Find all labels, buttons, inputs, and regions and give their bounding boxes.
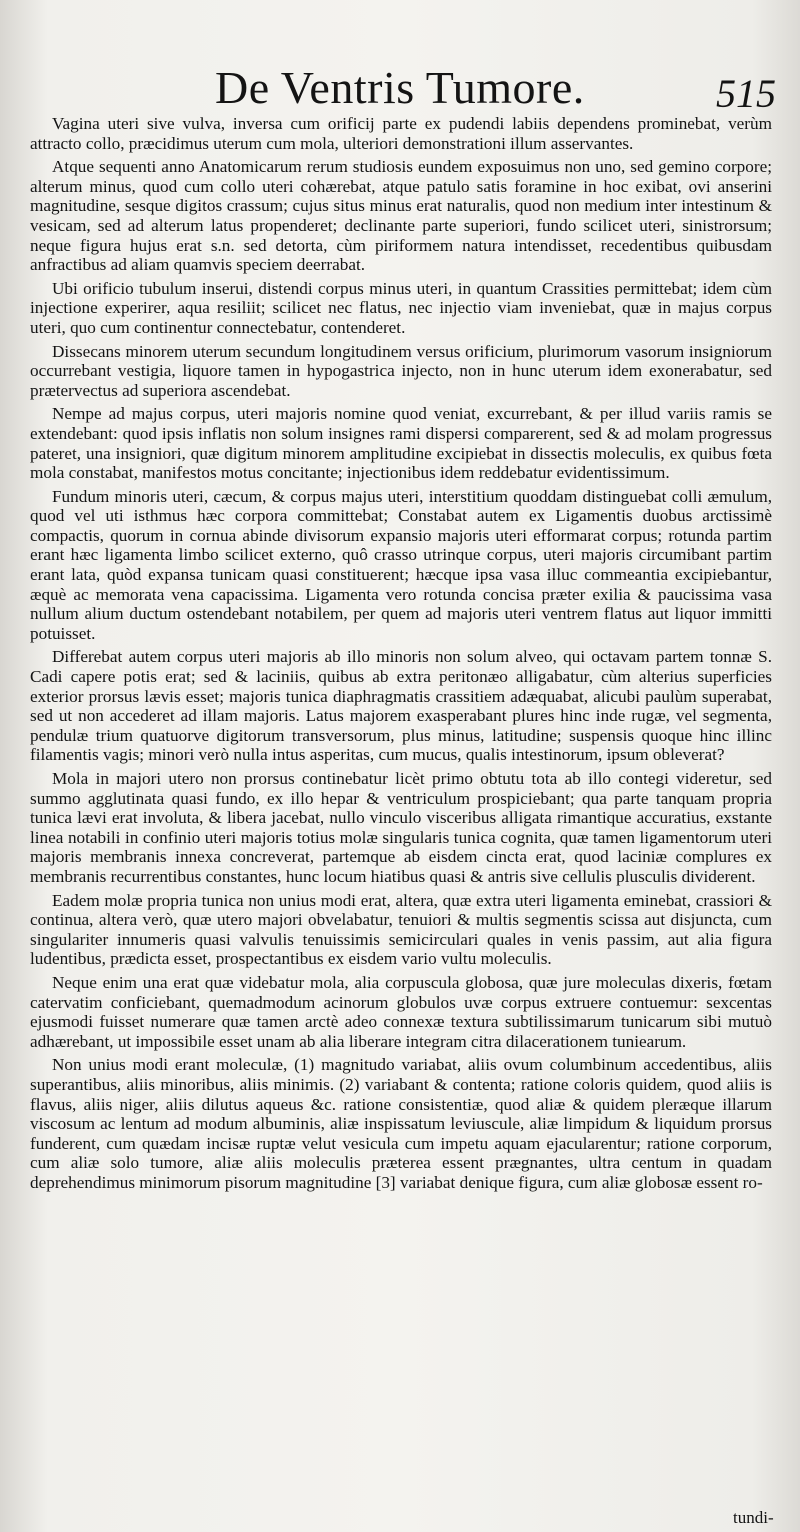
body-text	[30, 114, 772, 1196]
catchword: tundi-	[733, 1508, 774, 1527]
paragraph: Mola in majori utero non prorsus continebatur licèt primo obtutu tota ab illo contegi videretur, sed summo agglutinata quasi fundo, ex illo hepar & ventriculum prospiciebant; qua parte tanquam propria tunica lævi erat involuta, & libera jacebat, nullo vinculo visceribus alligata rimantique accuratius, exstante linea notabili in confinio uteri majoris totius molæ singularis tunica cognita, quæ tamen ligamentorum uteri majoris membranis innexa concreverat, partemque ab eisdem cincta erat, quod laciniæ complures ex membranis recurrentibus constantes, hunc locum hiatibus quasi & antris sive cellulis plusculis dividerent.	[30, 769, 772, 886]
paragraph: Nempe ad majus corpus, uteri majoris nomine quod veniat, excurrebant, & per illud variis ramis se extendebant: quod ipsis inflatis non solum insignes rami dispersi comparerent, sed & ad molam progressus pateret, una insigniori, quæ digitum minorem amplitudine excipiebat in dissectis moleculis, ex quibus fœta mola constabat, manifestos motus concitante; injectionibus idem reddebatur evidentissimum.	[30, 404, 772, 483]
paragraph: Differebat autem corpus uteri majoris ab illo minoris non solum alveo, qui octavam partem tonnæ S. Cadi capere potis erat; sed & laciniis, quibus ab extra peritonæo alligabatur, cùm alterius superficies exterior prorsus lævis esset; majoris tunica diaphragmatis crassitiem adæquabat, alicubi paulùm superabat, sed ut non accederet ad illam majoris. Latus majorem exasperabant plures hinc inde rugæ, vel segmenta, pendulæ trium quatuorve digitorum transversorum, plus minus, latitudine; suspensis quoque hinc illinc filamentis vagis; minori verò nulla intus asperitas, cum mucus, qualis intestinorum, ipsum obleverat?	[30, 647, 772, 765]
paragraph: Eadem molæ propria tunica non unius modi erat, altera, quæ extra uteri ligamenta eminebat, crassiori & continua, altera verò, quæ utero majori obvelabatur, tenuiori & multis segmentis scissa aut disjuncta, cum singulariter innumeris quasi valvulis tenuissimis semicirculari quales in venis passim, aut alia figura ludentibus, prædicta esset, prospectantibus ex eisdem vario vultu moleculis.	[30, 890, 772, 969]
paragraph: Non unius modi erant moleculæ, (1) magnitudo variabat, aliis ovum columbinum accedentibus, aliis superantibus, aliis minoribus, aliis minimis. (2) variabant & contenta; ratione coloris quidem, quod aliis is flavus, aliis niger, aliis dilutus aqueus &c. ratione consistentiæ, quod aliæ & quidem pleræque illarum viscosum ac lentum ad modum albuminis, aliæ inspissatum leviuscule, aliæ limpidum & liquidum prorsus funderent, cum quædam incisæ ruptæ velut vesicula cum impetu aquam ejacularentur; ratione corporum, cum aliæ solo tumore, aliæ aliis moleculis præterea essent prægnantes, ultra centum in quadam deprehendimus minimorum pisorum magnitudine [3] variabat denique figura, cum aliæ globosæ essent ro-	[30, 1055, 772, 1192]
page-header	[0, 62, 800, 114]
paragraph: Dissecans minorem uterum secundum longitudinem versus orificium, plurimorum vasorum insigniorum occurrebant vestigia, liquore tamen in hypogastrica injecto, non in hunc uterum idem exonerabatur, sed prætervectus ad superiora ascendebat.	[30, 341, 772, 400]
paragraph: Ubi orificio tubulum inserui, distendi corpus minus uteri, in quantum Crassities permittebat; idem cùm injectione experirer, aqua resiliit; scilicet nec flatus, nec injectio viam inveniebat, quæ in majus corpus uteri, quo cum continentur connectebatur, contenderet.	[30, 278, 772, 337]
page-number: 515	[716, 71, 776, 116]
paragraph: Vagina uteri sive vulva, inversa cum orificij parte ex pudendi labiis dependens prominebat, verùm attracto collo, præcidimus uterum cum mola, ulteriori demonstrationi illum asservantes.	[30, 114, 772, 153]
paragraph: Atque sequenti anno Anatomicarum rerum studiosis eundem exposuimus non uno, sed gemino corpore; alterum minus, quod cum collo uteri cohærebat, atque patulo satis foramine in hoc exibat, ovi anserini magnitudine, sesque digitos crassum; cujus situs minus erat naturalis, quod non medium inter intestinum & vesicam, sed ad alterum latus propenderet; declinante parte superiori, fundo scilicet uteri, sinistrorsum; neque figura hujus erat s.n. sed detorta, cùm piriformem natura intendisset, recedentibus quibusdam anfractibus ad aliam quamvis speciem deerrabat.	[30, 157, 772, 275]
running-title: De Ventris Tumore.	[215, 62, 585, 113]
paragraph: Neque enim una erat quæ videbatur mola, alia corpuscula globosa, quæ jure moleculas dixeris, fœtam catervatim conficiebant, quemadmodum acinorum globulos uvæ corpus extruere contuemur: sexcentas ejusmodi fuisset numerare quæ tamen arctè adeo connexæ textura subtilissimarum tunicarum sibi mutuò adhærebant, ut impossibile esset unam ab alia liberare integram citra dilacerationem tuniearum.	[30, 972, 772, 1051]
paragraph: Fundum minoris uteri, cæcum, & corpus majus uteri, interstitium quoddam distinguebat colli æmulum, quod vel uti isthmus hæc corpora committebat; Constabat autem ex Ligamentis duobus arctissimè compactis, quorum in cornua abinde divisorum expansio majoris uteri efformarat corpus; rotunda partim erant hæc ligamenta limbo scilicet externo, quô crasso utrinque corpus, uteri majoris circumibant partim erant lata, quòd expansa tunicam quasi constituerent; hæcque ipsa vasa illuc commeantia excipiebantur, æquè ac memorata vena capacissima. Ligamenta vero rotunda concisa præter exilia & paucissima vasa nullum alium ductum ostendebant notabilem, per quem ad majoris uteri ventrem flatus aut liquor immitti potuisset.	[30, 486, 772, 643]
